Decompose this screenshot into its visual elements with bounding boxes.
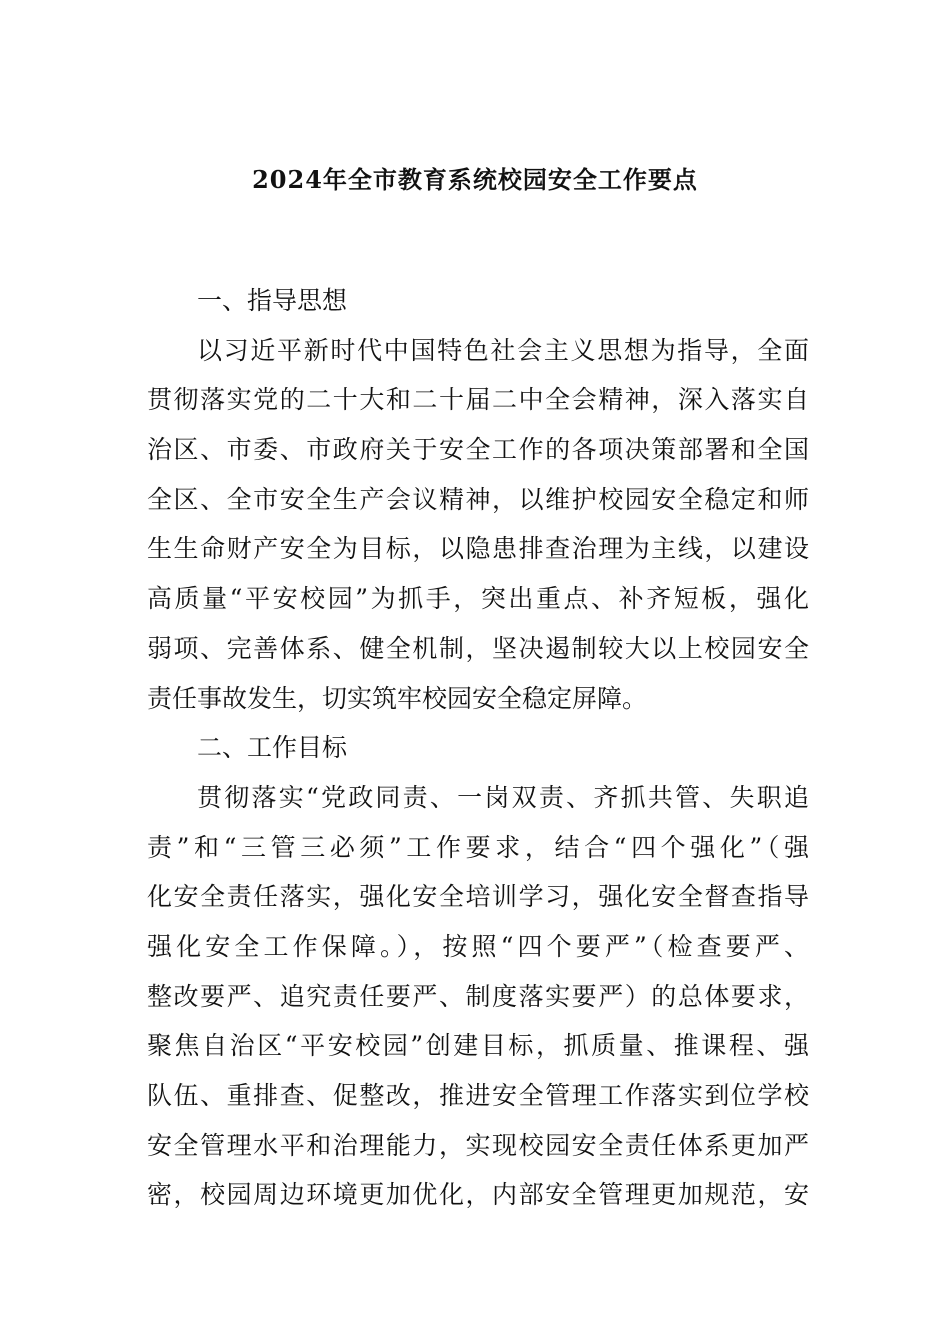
paragraph-line: 化安全责任落实，强化安全培训学习，强化安全督查指导 bbox=[147, 882, 809, 912]
paragraph-line: 弱项、完善体系、健全机制，坚决遏制较大以上校园安全 bbox=[147, 633, 809, 663]
paragraph-line: 贯彻落实党的二十大和二十届二中全会精神，深入落实自 bbox=[147, 385, 809, 415]
paragraph-line: 密，校园周边环境更加优化，内部安全管理更加规范，安 bbox=[147, 1180, 809, 1210]
document-title: 2024年全市教育系统校园安全工作要点 bbox=[252, 165, 698, 194]
paragraph-line: 责任事故发生，切实筑牢校园安全稳定屏障。 bbox=[147, 683, 648, 713]
paragraph-line: 责”和“三管三必须”工作要求，结合“四个强化”（强 bbox=[147, 832, 809, 862]
paragraph-line: 整改要严、追究责任要严、制度落实要严）的总体要求， bbox=[147, 981, 809, 1011]
paragraph-line: 队伍、重排查、促整改，推进安全管理工作落实到位学校 bbox=[147, 1081, 809, 1110]
paragraph-line: 全区、全市安全生产会议精神，以维护校园安全稳定和师 bbox=[147, 484, 809, 514]
paragraph-line: 以习近平新时代中国特色社会主义思想为指导，全面 bbox=[197, 335, 809, 365]
paragraph-line: 贯彻落实“党政同责、一岗双责、齐抓共管、失职追 bbox=[197, 782, 809, 812]
paragraph-line: 高质量“平安校园”为抓手，突出重点、补齐短板，强化 bbox=[147, 584, 809, 614]
paragraph-line: 聚焦自治区“平安校园”创建目标，抓质量、推课程、强 bbox=[147, 1031, 809, 1061]
paragraph-line: 生生命财产安全为目标，以隐患排查治理为主线，以建设 bbox=[147, 534, 809, 564]
paragraph-line: 安全管理水平和治理能力，实现校园安全责任体系更加严 bbox=[147, 1130, 809, 1160]
section-heading: 一、指导思想 bbox=[197, 286, 348, 315]
section-heading: 二、工作目标 bbox=[197, 733, 348, 763]
paragraph-line: 治区、市委、市政府关于安全工作的各项决策部署和全国 bbox=[147, 435, 809, 465]
paragraph-line: 强化安全工作保障。），按照“四个要严”（检查要严、 bbox=[147, 931, 809, 961]
document-body bbox=[147, 276, 809, 1220]
